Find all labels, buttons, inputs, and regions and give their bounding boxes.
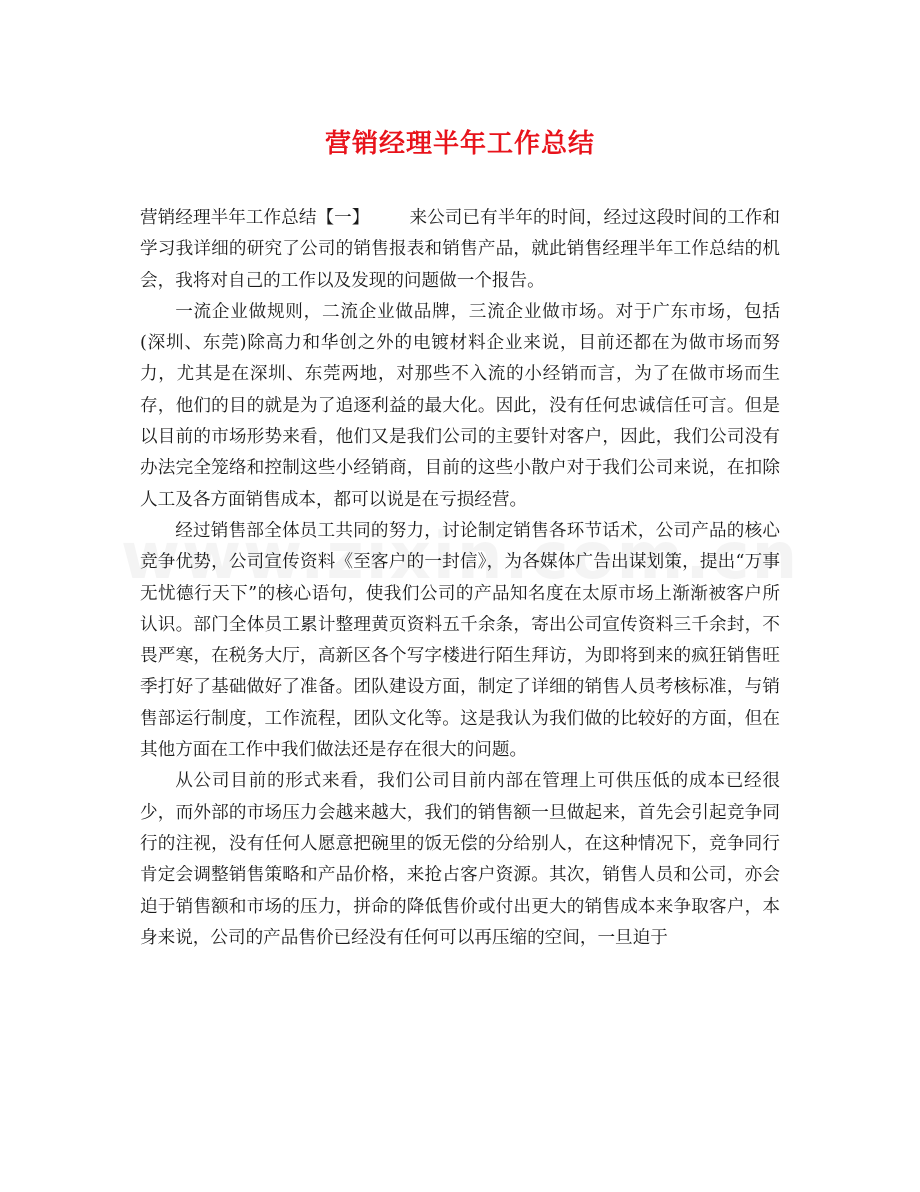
document-title: 营销经理半年工作总结	[324, 129, 595, 159]
intro-paragraph	[140, 203, 780, 297]
document-body	[140, 203, 780, 954]
paragraph-4: 从公司目前的形式来看，我们公司目前内部在管理上可供压低的成本已经很少，而外部的市场压力会越来越大，我们的销售额一旦做起来，首先会引起竞争同行的注视，没有任何人愿意把碗里的饭无偿的分给别人，在这种情况下，竞争同行肯定会调整销售策略和产品价格，来抢占客户资源。其次，销售人员和公司，亦会迫于销售额和市场的压力，拼命的降低售价或付出更大的销售成本来争取客户，本身来说，公司的产品售价已经没有任何可以再压缩的空间，一旦迫于	[140, 771, 780, 948]
paragraph-2: 一流企业做规则，二流企业做品牌，三流企业做市场。对于广东市场，包括(深圳、东莞)除高力和华创之外的电镀材料企业来说，目前还都在为做市场而努力，尤其是在深圳、东莞两地，对那些不入流的小经销而言，为了在做市场而生存，他们的目的就是为了追逐利益的最大化。因此，没有任何忠诚信任可言。但是以目前的市场形势来看，他们又是我们公司的主要针对客户，因此，我们公司没有办法完全笼络和控制这些小经销商，目前的这些小散户对于我们公司来说，在扣除人工及各方面销售成本，都可以说是在亏损经营。	[140, 301, 780, 510]
paragraph-3: 经过销售部全体员工共同的努力，讨论制定销售各环节话术，公司产品的核心竞争优势，公司宣传资料《至客户的一封信》，为各媒体广告出谋划策，提出“万事无忧德行天下”的核心语句，使我们公司的产品知名度在太原市场上渐渐被客户所认识。部门全体员工累计整理黄页资料五千余条，寄出公司宣传资料三千余封，不畏严寒，在税务大厅，高新区各个写字楼进行陌生拜访，为即将到来的疯狂销售旺季打好了基础做好了准备。团队建设方面，制定了详细的销售人员考核标准，与销售部运行制度，工作流程，团队文化等。这是我认为我们做的比较好的方面，但在其他方面在工作中我们做法还是存在很大的问题。	[140, 520, 780, 761]
paragraph-1: 来公司已有半年的时间，经过这段时间的工作和学习我详细的研究了公司的销售报表和销售产品，就此销售经理半年工作总结的机会，我将对自己的工作以及发现的问题做一个报告。	[140, 208, 780, 291]
intro-heading: 营销经理半年工作总结【一】	[140, 208, 370, 228]
